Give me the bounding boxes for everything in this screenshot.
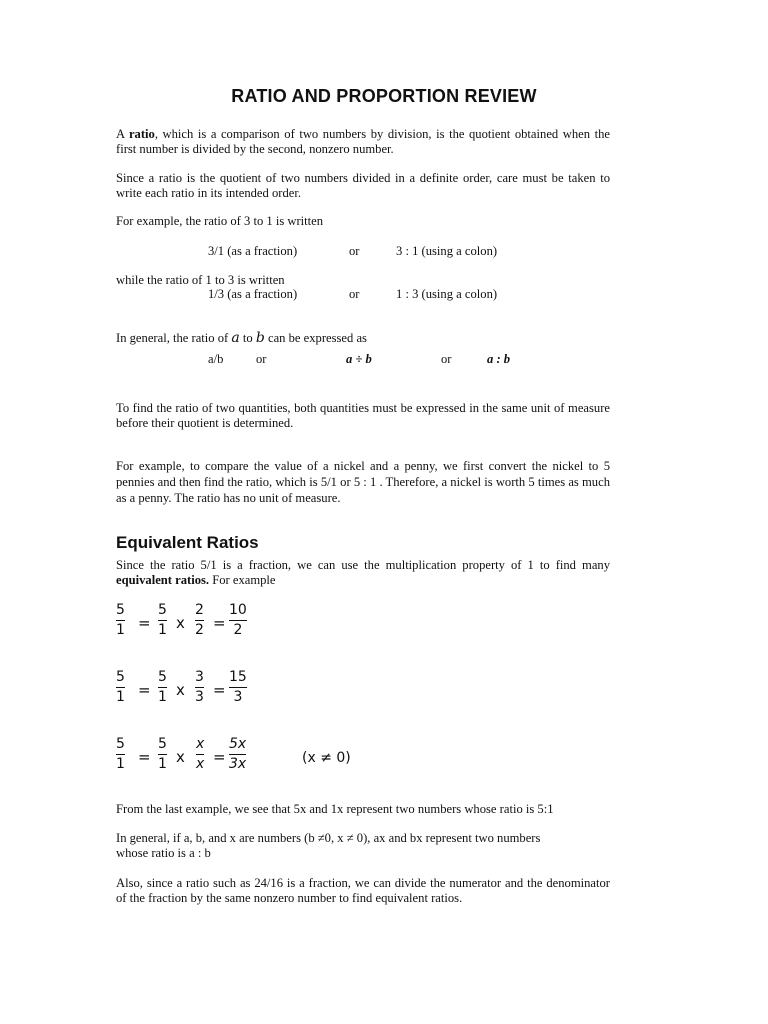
fraction-result [229,736,246,773]
denominator: 2 [195,622,204,638]
general-colon-form: a : b [487,352,511,366]
fraction-bar [158,620,167,621]
divide-paragraph: Also, since a ratio such as 24/16 is a fraction, we can divide the numerator and the denominator of the fraction by the same nonzero number to find equivalent ratios. [116,876,610,905]
fraction-5-1 [158,736,167,773]
general-ratio-line [116,330,367,346]
general-or-2: or [441,352,452,366]
denominator: 2 [233,622,243,638]
denominator: x [196,756,205,772]
numerator: x [196,736,205,752]
text-segment: In general, the ratio of [116,331,232,345]
fraction-bar [229,687,247,688]
text-segment: For example [209,573,276,587]
times-sign: x [176,614,185,632]
numerator: 2 [195,602,204,618]
example2-colon: 1 : 3 (using a colon) [396,287,498,301]
times-sign: x [176,681,185,699]
nonzero-condition: (x ≠ 0) [302,750,351,766]
example2-fraction: 1/3 (as a fraction) [208,287,298,301]
var-b: b [255,330,265,346]
numerator: 10 [229,602,247,618]
text-segment: A [116,127,129,141]
numerator: 5 [116,669,125,685]
term-equivalent-ratios: equivalent ratios. [116,573,210,587]
numerator: 5 [116,736,125,752]
ratio-definition-paragraph [116,127,610,157]
numerator: 5x [229,736,247,752]
denominator: 3 [195,689,204,705]
fraction-bar [116,620,125,621]
page-title: RATIO AND PROPORTION REVIEW [231,86,537,106]
fraction-5-1 [116,669,125,706]
fraction-bar [116,754,125,755]
general-fraction-form: a/b [208,352,224,366]
order-paragraph: Since a ratio is the quotient of two numbers divided in a definite order, care must be taken to write each ratio in its intended order. [116,171,610,200]
equals-sign: = [138,681,151,699]
equals-sign: = [138,748,151,766]
equals-sign: = [213,681,226,699]
fraction-bar [195,687,204,688]
term-ratio: ratio [128,127,155,141]
numerator: 5 [158,602,167,618]
fraction-5-1 [116,736,125,773]
nickel-penny-paragraph: For example, to compare the value of a nickel and a penny, we first convert the nickel to 5 pennies and then find the ratio, which is 5/1 or 5 : 1 . Therefore, a nickel is worth 5 times as much as a penny. The ratio has no unit of measure. [116,459,610,505]
example1-fraction: 3/1 (as a fraction) [208,244,298,258]
denominator: 1 [116,756,125,772]
fraction-multiplier [195,669,204,706]
numerator: 5 [158,736,167,752]
fraction-multiplier [196,736,204,773]
equals-sign: = [213,614,226,632]
denominator: 1 [116,622,125,638]
units-paragraph: To find the ratio of two quantities, both quantities must be expressed in the same unit of measure before their quotient is determined. [116,401,610,430]
denominator: 1 [158,622,167,638]
denominator: 1 [116,689,125,705]
fraction-bar [158,687,167,688]
times-sign: x [176,748,185,766]
equals-sign: = [213,748,226,766]
fraction-bar [116,687,125,688]
example2-intro: while the ratio of 1 to 3 is written [116,273,285,287]
numerator: 3 [195,669,204,685]
text-segment: to [239,331,256,345]
general-if-line-2: whose ratio is a : b [116,846,211,860]
fraction-bar [229,620,247,621]
fraction-multiplier [195,602,204,639]
numerator: 5 [158,669,167,685]
general-if-line-1: In general, if a, b, and x are numbers (b ≠0, x ≠ 0), ax and bx represent two numbers [116,831,541,845]
fraction-5-1 [116,602,125,639]
fraction-bar [229,754,246,755]
general-or-1: or [256,352,267,366]
var-a: a [231,330,240,346]
denominator: 3x [229,756,247,772]
text-segment: , which is a comparison of two numbers by division, is the quotient obtained when the first number is divided by the second, nonzero number. [116,127,610,156]
text-segment: can be expressed as [264,331,367,345]
text-segment: Since the ratio 5/1 is a fraction, we can use the multiplication property of 1 to find many [116,558,610,572]
fraction-bar [195,620,204,621]
section-heading: Equivalent Ratios [116,533,259,552]
denominator: 1 [158,689,167,705]
numerator: 15 [229,669,247,685]
fraction-5-1 [158,669,167,706]
example-intro-paragraph: For example, the ratio of 3 to 1 is written [116,214,324,228]
example2-or: or [349,287,360,301]
example1-colon: 3 : 1 (using a colon) [396,244,498,258]
fraction-bar [158,754,167,755]
denominator: 3 [233,689,243,705]
fraction-result [229,602,247,639]
numerator: 5 [116,602,125,618]
example1-or: or [349,244,360,258]
equivalent-intro-paragraph [116,558,610,588]
equals-sign: = [138,614,151,632]
fraction-bar [196,754,204,755]
fraction-result [229,669,247,706]
fraction-5-1 [158,602,167,639]
general-division-form: a ÷ b [346,352,372,366]
denominator: 1 [158,756,167,772]
last-example-paragraph: From the last example, we see that 5x and 1x represent two numbers whose ratio is 5:1 [116,802,554,816]
